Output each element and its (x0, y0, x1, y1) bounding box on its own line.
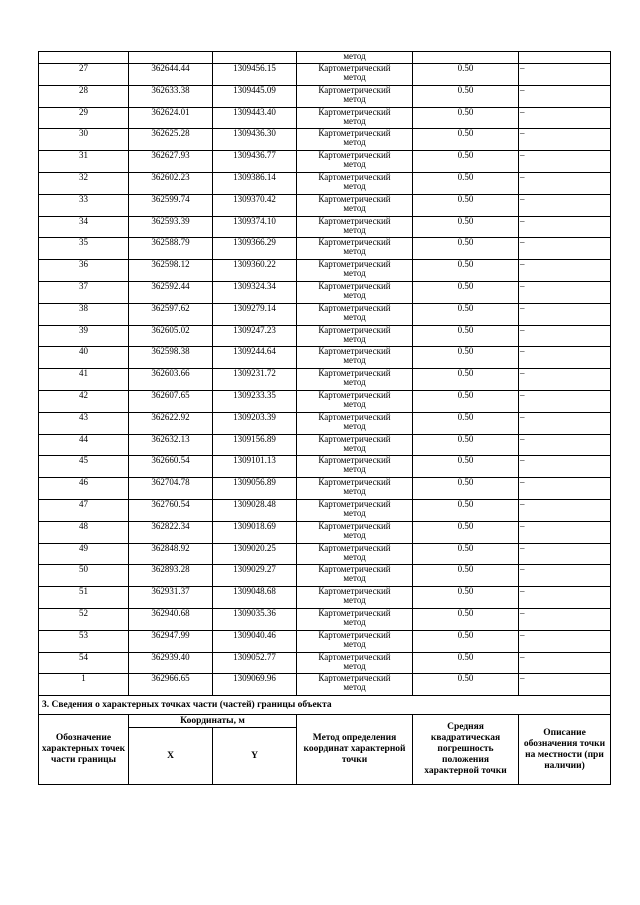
table-row (39, 281, 611, 303)
method-cell (297, 630, 413, 652)
table-row (39, 434, 611, 456)
y-coordinate-cell: 1309101.13 (213, 456, 297, 478)
method-cell (297, 674, 413, 696)
table-row (39, 543, 611, 565)
description-cell: – (519, 64, 611, 86)
point-number-cell: 48 (39, 521, 129, 543)
method-line-2: метод (343, 398, 366, 409)
y-coordinate-cell: 1309040.46 (213, 630, 297, 652)
method-line-2: метод (343, 464, 366, 475)
method-line-1: Картометрический (318, 107, 391, 117)
method-line-2: метод (343, 442, 366, 453)
point-number-cell: 27 (39, 64, 129, 86)
x-coordinate-cell: 362624.01 (129, 107, 213, 129)
method-line-2: метод (343, 180, 366, 191)
x-coordinate-cell: 362625.28 (129, 129, 213, 151)
x-coordinate-cell: 362603.66 (129, 369, 213, 391)
point-number-cell: 54 (39, 652, 129, 674)
y-coordinate-cell: 1309324.34 (213, 281, 297, 303)
table-row (39, 652, 611, 674)
method-cell (297, 216, 413, 238)
point-number-cell: 37 (39, 281, 129, 303)
point-number-cell: 40 (39, 347, 129, 369)
table-row (39, 238, 611, 260)
method-line-1: Картометрический (318, 85, 391, 95)
description-cell: – (519, 652, 611, 674)
method-line-2: метод (343, 638, 366, 649)
y-coordinate-cell: 1309386.14 (213, 172, 297, 194)
method-line-1: Картометрический (318, 543, 391, 553)
method-line-2: метод (343, 289, 366, 300)
method-line-2: метод (343, 72, 366, 82)
method-line-2: метод (343, 159, 366, 170)
accuracy-cell: 0.50 (413, 85, 519, 107)
description-cell: – (519, 281, 611, 303)
accuracy-cell: 0.50 (413, 107, 519, 129)
method-cell (297, 434, 413, 456)
accuracy-cell: 0.50 (413, 390, 519, 412)
accuracy-cell: 0.50 (413, 216, 519, 238)
table-row-continuation (39, 52, 611, 64)
accuracy-cell: 0.50 (413, 543, 519, 565)
section-3-row (39, 696, 611, 715)
point-number-cell: 46 (39, 478, 129, 500)
method-cell (297, 303, 413, 325)
x-coordinate-cell: 362588.79 (129, 238, 213, 260)
method-line-2: метод (343, 224, 366, 235)
method-line-1: Картометрический (318, 368, 391, 379)
table-row (39, 412, 611, 434)
y-coordinate-cell: 1309374.10 (213, 216, 297, 238)
method-line-2: метод (343, 268, 366, 279)
header-row-1 (39, 715, 611, 728)
description-cell: – (519, 238, 611, 260)
method-cell (297, 369, 413, 391)
x-coordinate-cell: 362598.38 (129, 347, 213, 369)
accuracy-cell: 0.50 (413, 630, 519, 652)
method-line-2: метод (343, 420, 366, 431)
method-cell (297, 85, 413, 107)
method-cell (297, 194, 413, 216)
point-number-cell: 29 (39, 107, 129, 129)
description-cell: – (519, 260, 611, 282)
table-row (39, 194, 611, 216)
point-number-cell: 47 (39, 499, 129, 521)
x-coordinate-cell: 362704.78 (129, 478, 213, 500)
accuracy-cell: 0.50 (413, 499, 519, 521)
header-x: X (129, 728, 213, 785)
method-line-2: метод (343, 377, 366, 388)
point-number-cell: 32 (39, 172, 129, 194)
accuracy-cell: 0.50 (413, 652, 519, 674)
x-coordinate-cell: 362607.65 (129, 390, 213, 412)
x-coordinate-cell: 362940.68 (129, 608, 213, 630)
table-row (39, 172, 611, 194)
y-coordinate-cell: 1309366.29 (213, 238, 297, 260)
point-number-cell: 39 (39, 325, 129, 347)
method-cell (297, 260, 413, 282)
method-line-1: Картометрический (318, 259, 391, 270)
method-line-1: Картометрический (318, 128, 391, 139)
x-coordinate-cell: 362644.44 (129, 64, 213, 86)
description-cell: – (519, 630, 611, 652)
accuracy-cell: 0.50 (413, 478, 519, 500)
method-line-2: метод (343, 529, 366, 540)
x-coordinate-cell: 362622.92 (129, 412, 213, 434)
y-coordinate-cell: 1309035.36 (213, 608, 297, 630)
description-cell: – (519, 587, 611, 609)
x-coordinate-cell: 362760.54 (129, 499, 213, 521)
table-row (39, 369, 611, 391)
method-line-1: Картометрический (318, 194, 391, 204)
y-coordinate-cell: 1309436.77 (213, 151, 297, 173)
x-coordinate-cell: 362822.34 (129, 521, 213, 543)
header-point: Обозначение характерных точек части границы (39, 715, 129, 785)
method-line-1: Картометрический (318, 237, 391, 248)
method-cell (297, 151, 413, 173)
y-coordinate-cell: 1309231.72 (213, 369, 297, 391)
point-number-cell: 35 (39, 238, 129, 260)
y-coordinate-cell: 1309028.48 (213, 499, 297, 521)
method-line-1: Картометрический (318, 172, 391, 182)
y-coordinate-cell: 1309247.23 (213, 325, 297, 347)
x-coordinate-cell: 362599.74 (129, 194, 213, 216)
table-row (39, 151, 611, 173)
method-cell (297, 238, 413, 260)
x-coordinate-cell: 362931.37 (129, 587, 213, 609)
y-coordinate-cell: 1309056.89 (213, 478, 297, 500)
method-line-1: Картометрический (318, 521, 391, 531)
method-line-1: Картометрический (318, 564, 391, 575)
point-number-cell: 1 (39, 674, 129, 696)
x-coordinate-cell: 362592.44 (129, 281, 213, 303)
method-line-2: метод (343, 115, 366, 126)
description-cell: – (519, 543, 611, 565)
y-coordinate-cell: 1309244.64 (213, 347, 297, 369)
method-line-1: Картометрический (318, 455, 391, 466)
method-line-1: Картометрический (318, 390, 391, 400)
accuracy-cell: 0.50 (413, 456, 519, 478)
point-number-cell: 36 (39, 260, 129, 282)
method-cell (297, 172, 413, 194)
accuracy-cell: 0.50 (413, 412, 519, 434)
point-number-cell: 53 (39, 630, 129, 652)
table-row (39, 630, 611, 652)
method-line-2: метод (343, 595, 366, 606)
x-coordinate-cell: 362605.02 (129, 325, 213, 347)
description-cell: – (519, 107, 611, 129)
y-coordinate-cell: 1309020.25 (213, 543, 297, 565)
method-cell-tail: метод (297, 52, 413, 64)
method-line-1: Картометрический (318, 586, 391, 597)
description-cell: – (519, 499, 611, 521)
y-coordinate-cell: 1309018.69 (213, 521, 297, 543)
table-row (39, 107, 611, 129)
accuracy-cell: 0.50 (413, 238, 519, 260)
method-line-2: метод (343, 355, 366, 366)
description-cell: – (519, 172, 611, 194)
description-cell: – (519, 347, 611, 369)
y-coordinate-cell: 1309029.27 (213, 565, 297, 587)
method-cell (297, 347, 413, 369)
method-cell (297, 478, 413, 500)
y-coordinate-cell: 1309360.22 (213, 260, 297, 282)
method-cell (297, 565, 413, 587)
point-number-cell: 44 (39, 434, 129, 456)
method-line-2: метод (343, 573, 366, 584)
y-coordinate-cell: 1309069.96 (213, 674, 297, 696)
table-row (39, 303, 611, 325)
method-line-2: метод (343, 311, 366, 322)
accuracy-cell: 0.50 (413, 303, 519, 325)
method-line-1: Картометрический (318, 434, 391, 444)
x-coordinate-cell: 362633.38 (129, 85, 213, 107)
method-cell (297, 652, 413, 674)
method-line-2: метод (343, 93, 366, 104)
description-cell: – (519, 325, 611, 347)
y-coordinate-cell: 1309443.40 (213, 107, 297, 129)
x-coordinate-cell: 362593.39 (129, 216, 213, 238)
description-cell: – (519, 565, 611, 587)
description-cell: – (519, 129, 611, 151)
accuracy-cell: 0.50 (413, 674, 519, 696)
point-number-cell: 51 (39, 587, 129, 609)
table-row (39, 608, 611, 630)
boundary-points-table (38, 51, 611, 785)
description-cell: – (519, 478, 611, 500)
method-cell (297, 390, 413, 412)
table-row (39, 325, 611, 347)
method-line-1: Картометрический (318, 673, 391, 684)
point-number-cell: 30 (39, 129, 129, 151)
table-row (39, 347, 611, 369)
method-cell (297, 412, 413, 434)
x-coordinate-cell: 362602.23 (129, 172, 213, 194)
table-row (39, 129, 611, 151)
accuracy-cell: 0.50 (413, 194, 519, 216)
header-coords: Координаты, м (129, 715, 297, 728)
x-coordinate-cell: 362660.54 (129, 456, 213, 478)
method-line-1: Картометрический (318, 630, 391, 640)
x-coordinate-cell: 362597.62 (129, 303, 213, 325)
point-number-cell: 52 (39, 608, 129, 630)
method-line-2: метод (343, 682, 366, 693)
method-line-2: метод (343, 660, 366, 671)
method-line-1: Картометрический (318, 346, 391, 357)
accuracy-cell: 0.50 (413, 587, 519, 609)
description-cell: – (519, 412, 611, 434)
method-line-1: Картометрический (318, 281, 391, 291)
accuracy-cell: 0.50 (413, 325, 519, 347)
accuracy-cell: 0.50 (413, 64, 519, 86)
description-cell: – (519, 390, 611, 412)
description-cell: – (519, 608, 611, 630)
method-cell (297, 456, 413, 478)
y-coordinate-cell: 1309456.15 (213, 64, 297, 86)
y-coordinate-cell: 1309279.14 (213, 303, 297, 325)
y-coordinate-cell: 1309052.77 (213, 652, 297, 674)
header-accuracy: Средняя квадратическая погрешность положения характерной точки (413, 715, 519, 785)
method-line-1: Картометрический (318, 652, 391, 662)
method-cell (297, 281, 413, 303)
description-cell: – (519, 151, 611, 173)
section-3-title: 3. Сведения о характерных точках части (частей) границы объекта (39, 696, 611, 715)
accuracy-cell: 0.50 (413, 260, 519, 282)
method-line-2: метод (343, 137, 366, 148)
x-coordinate-cell: 362947.99 (129, 630, 213, 652)
description-cell: – (519, 674, 611, 696)
method-line-2: метод (343, 507, 366, 518)
method-line-1: Картометрический (318, 608, 391, 618)
table-row (39, 521, 611, 543)
table-row (39, 565, 611, 587)
table-row (39, 478, 611, 500)
method-line-1: Картометрический (318, 303, 391, 313)
method-line-2: метод (343, 202, 366, 213)
method-cell (297, 587, 413, 609)
method-line-1: Картометрический (318, 150, 391, 161)
accuracy-cell: 0.50 (413, 434, 519, 456)
description-cell: – (519, 85, 611, 107)
table-row (39, 64, 611, 86)
accuracy-cell: 0.50 (413, 281, 519, 303)
method-cell (297, 64, 413, 86)
y-coordinate-cell: 1309156.89 (213, 434, 297, 456)
accuracy-cell: 0.50 (413, 369, 519, 391)
table-row (39, 674, 611, 696)
table-row (39, 499, 611, 521)
description-cell: – (519, 303, 611, 325)
table-row (39, 216, 611, 238)
table-row (39, 456, 611, 478)
table-row (39, 587, 611, 609)
point-number-cell: 28 (39, 85, 129, 107)
method-line-2: метод (343, 246, 366, 257)
accuracy-cell: 0.50 (413, 608, 519, 630)
point-number-cell: 33 (39, 194, 129, 216)
y-coordinate-cell: 1309233.35 (213, 390, 297, 412)
accuracy-cell: 0.50 (413, 347, 519, 369)
point-number-cell: 41 (39, 369, 129, 391)
point-number-cell: 45 (39, 456, 129, 478)
header-y: Y (213, 728, 297, 785)
y-coordinate-cell: 1309436.30 (213, 129, 297, 151)
point-number-cell: 42 (39, 390, 129, 412)
point-number-cell: 38 (39, 303, 129, 325)
method-line-1: Картометрический (318, 325, 391, 335)
table-row (39, 85, 611, 107)
method-line-1: Картометрический (318, 499, 391, 509)
point-number-cell: 34 (39, 216, 129, 238)
method-line-1: Картометрический (318, 216, 391, 226)
point-number-cell: 43 (39, 412, 129, 434)
point-number-cell: 31 (39, 151, 129, 173)
method-line-2: метод (343, 551, 366, 562)
method-line-1: Картометрический (318, 477, 391, 488)
y-coordinate-cell: 1309445.09 (213, 85, 297, 107)
description-cell: – (519, 521, 611, 543)
y-coordinate-cell: 1309203.39 (213, 412, 297, 434)
point-number-cell: 49 (39, 543, 129, 565)
y-coordinate-cell: 1309048.68 (213, 587, 297, 609)
method-cell (297, 107, 413, 129)
x-coordinate-cell: 362893.28 (129, 565, 213, 587)
point-number-cell: 50 (39, 565, 129, 587)
description-cell: – (519, 434, 611, 456)
table-row (39, 390, 611, 412)
x-coordinate-cell: 362966.65 (129, 674, 213, 696)
x-coordinate-cell: 362939.40 (129, 652, 213, 674)
accuracy-cell: 0.50 (413, 521, 519, 543)
description-cell: – (519, 194, 611, 216)
method-cell (297, 608, 413, 630)
table-row (39, 260, 611, 282)
method-line-1: Картометрический (318, 63, 391, 73)
method-cell (297, 499, 413, 521)
description-cell: – (519, 369, 611, 391)
method-line-1: Картометрический (318, 412, 391, 422)
description-cell: – (519, 216, 611, 238)
accuracy-cell: 0.50 (413, 172, 519, 194)
description-cell: – (519, 456, 611, 478)
method-line-2: метод (343, 486, 366, 497)
accuracy-cell: 0.50 (413, 565, 519, 587)
method-cell (297, 129, 413, 151)
method-cell (297, 543, 413, 565)
method-line-2: метод (343, 616, 366, 627)
x-coordinate-cell: 362598.12 (129, 260, 213, 282)
x-coordinate-cell: 362848.92 (129, 543, 213, 565)
accuracy-cell: 0.50 (413, 151, 519, 173)
x-coordinate-cell: 362632.13 (129, 434, 213, 456)
header-method: Метод определения координат характерной точки (297, 715, 413, 785)
header-description: Описание обозначения точки на местности (при наличии) (519, 715, 611, 785)
accuracy-cell: 0.50 (413, 129, 519, 151)
y-coordinate-cell: 1309370.42 (213, 194, 297, 216)
method-cell (297, 521, 413, 543)
x-coordinate-cell: 362627.93 (129, 151, 213, 173)
method-cell (297, 325, 413, 347)
method-line-2: метод (343, 333, 366, 344)
